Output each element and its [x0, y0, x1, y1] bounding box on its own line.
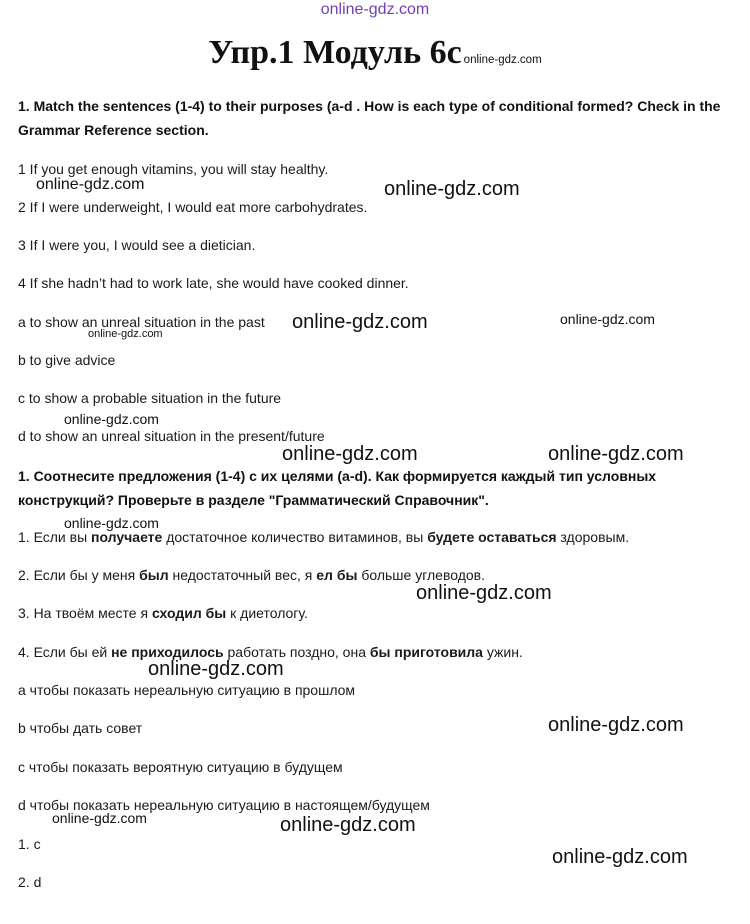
watermark: online-gdz.com	[280, 814, 416, 836]
answer-1: 1. с	[18, 836, 41, 852]
watermark: online-gdz.com	[548, 714, 684, 736]
english-sentence-1: 1 If you get enough vitamins, you will stay healthy.	[18, 161, 329, 177]
watermark: online-gdz.com	[36, 176, 145, 193]
english-sentence-4: 4 If she hadn’t had to work late, she would have cooked dinner.	[18, 275, 409, 291]
watermark: online-gdz.com	[560, 311, 655, 327]
task-heading-english: 1. Match the sentences (1-4) to their purposes (a-d . How is each type of conditional formed? Check in the Grammar Reference section.	[18, 98, 721, 138]
russian-purpose-d: d чтобы показать нереальную ситуацию в настоящем/будущем	[18, 797, 430, 813]
page-title	[0, 34, 750, 72]
watermark: online-gdz.com	[64, 515, 159, 531]
english-purpose-a: a to show an unreal situation in the past	[18, 314, 265, 330]
english-sentence-3: 3 If I were you, I would see a dietician.	[18, 237, 256, 253]
site-header-watermark: online-gdz.com	[320, 1, 430, 18]
watermark: online-gdz.com	[384, 178, 520, 200]
russian-sentence-1: 1. Если вы получаете достаточное количество витаминов, вы будете оставаться здоровым.	[18, 529, 630, 545]
russian-purpose-b: b чтобы дать совет	[18, 720, 143, 736]
watermark: online-gdz.com	[292, 311, 428, 333]
russian-sentence-2: 2. Если бы у меня был недостаточный вес, я ел бы больше углеводов.	[18, 567, 485, 583]
russian-sentence-3: 3. На твоём месте я сходил бы к диетологу.	[18, 605, 308, 621]
answer-2: 2. d	[18, 874, 42, 890]
watermark: online-gdz.com	[548, 443, 684, 465]
english-sentence-2: 2 If I were underweight, I would eat more carbohydrates.	[18, 199, 368, 215]
watermark: online-gdz.com	[148, 658, 284, 680]
watermark: online-gdz.com	[416, 582, 552, 604]
english-purpose-c: c to show a probable situation in the future	[18, 390, 282, 406]
russian-purpose-a: а чтобы показать нереальную ситуацию в прошлом	[18, 682, 356, 698]
russian-purpose-c: с чтобы показать вероятную ситуацию в будущем	[18, 759, 343, 775]
english-purpose-d: d to show an unreal situation in the present/future	[18, 428, 325, 444]
russian-sentence-4: 4. Если бы ей не приходилось работать поздно, она бы приготовила ужин.	[18, 644, 523, 660]
task-heading-russian: 1. Соотнесите предложения (1-4) с их целями (a-d). Как формируется каждый тип условных конструкций? Проверьте в разделе "Грамматический Справочник".	[18, 468, 657, 508]
watermark: online-gdz.com	[64, 411, 159, 427]
watermark: online-gdz.com	[52, 810, 147, 826]
watermark: online-gdz.com	[552, 846, 688, 868]
watermark: online-gdz.com	[88, 328, 163, 340]
page-title-text: Упр.1 Модуль 6с	[208, 34, 462, 71]
title-watermark: online-gdz.com	[463, 54, 542, 66]
english-purpose-b: b to give advice	[18, 352, 116, 368]
watermark: online-gdz.com	[282, 443, 418, 465]
